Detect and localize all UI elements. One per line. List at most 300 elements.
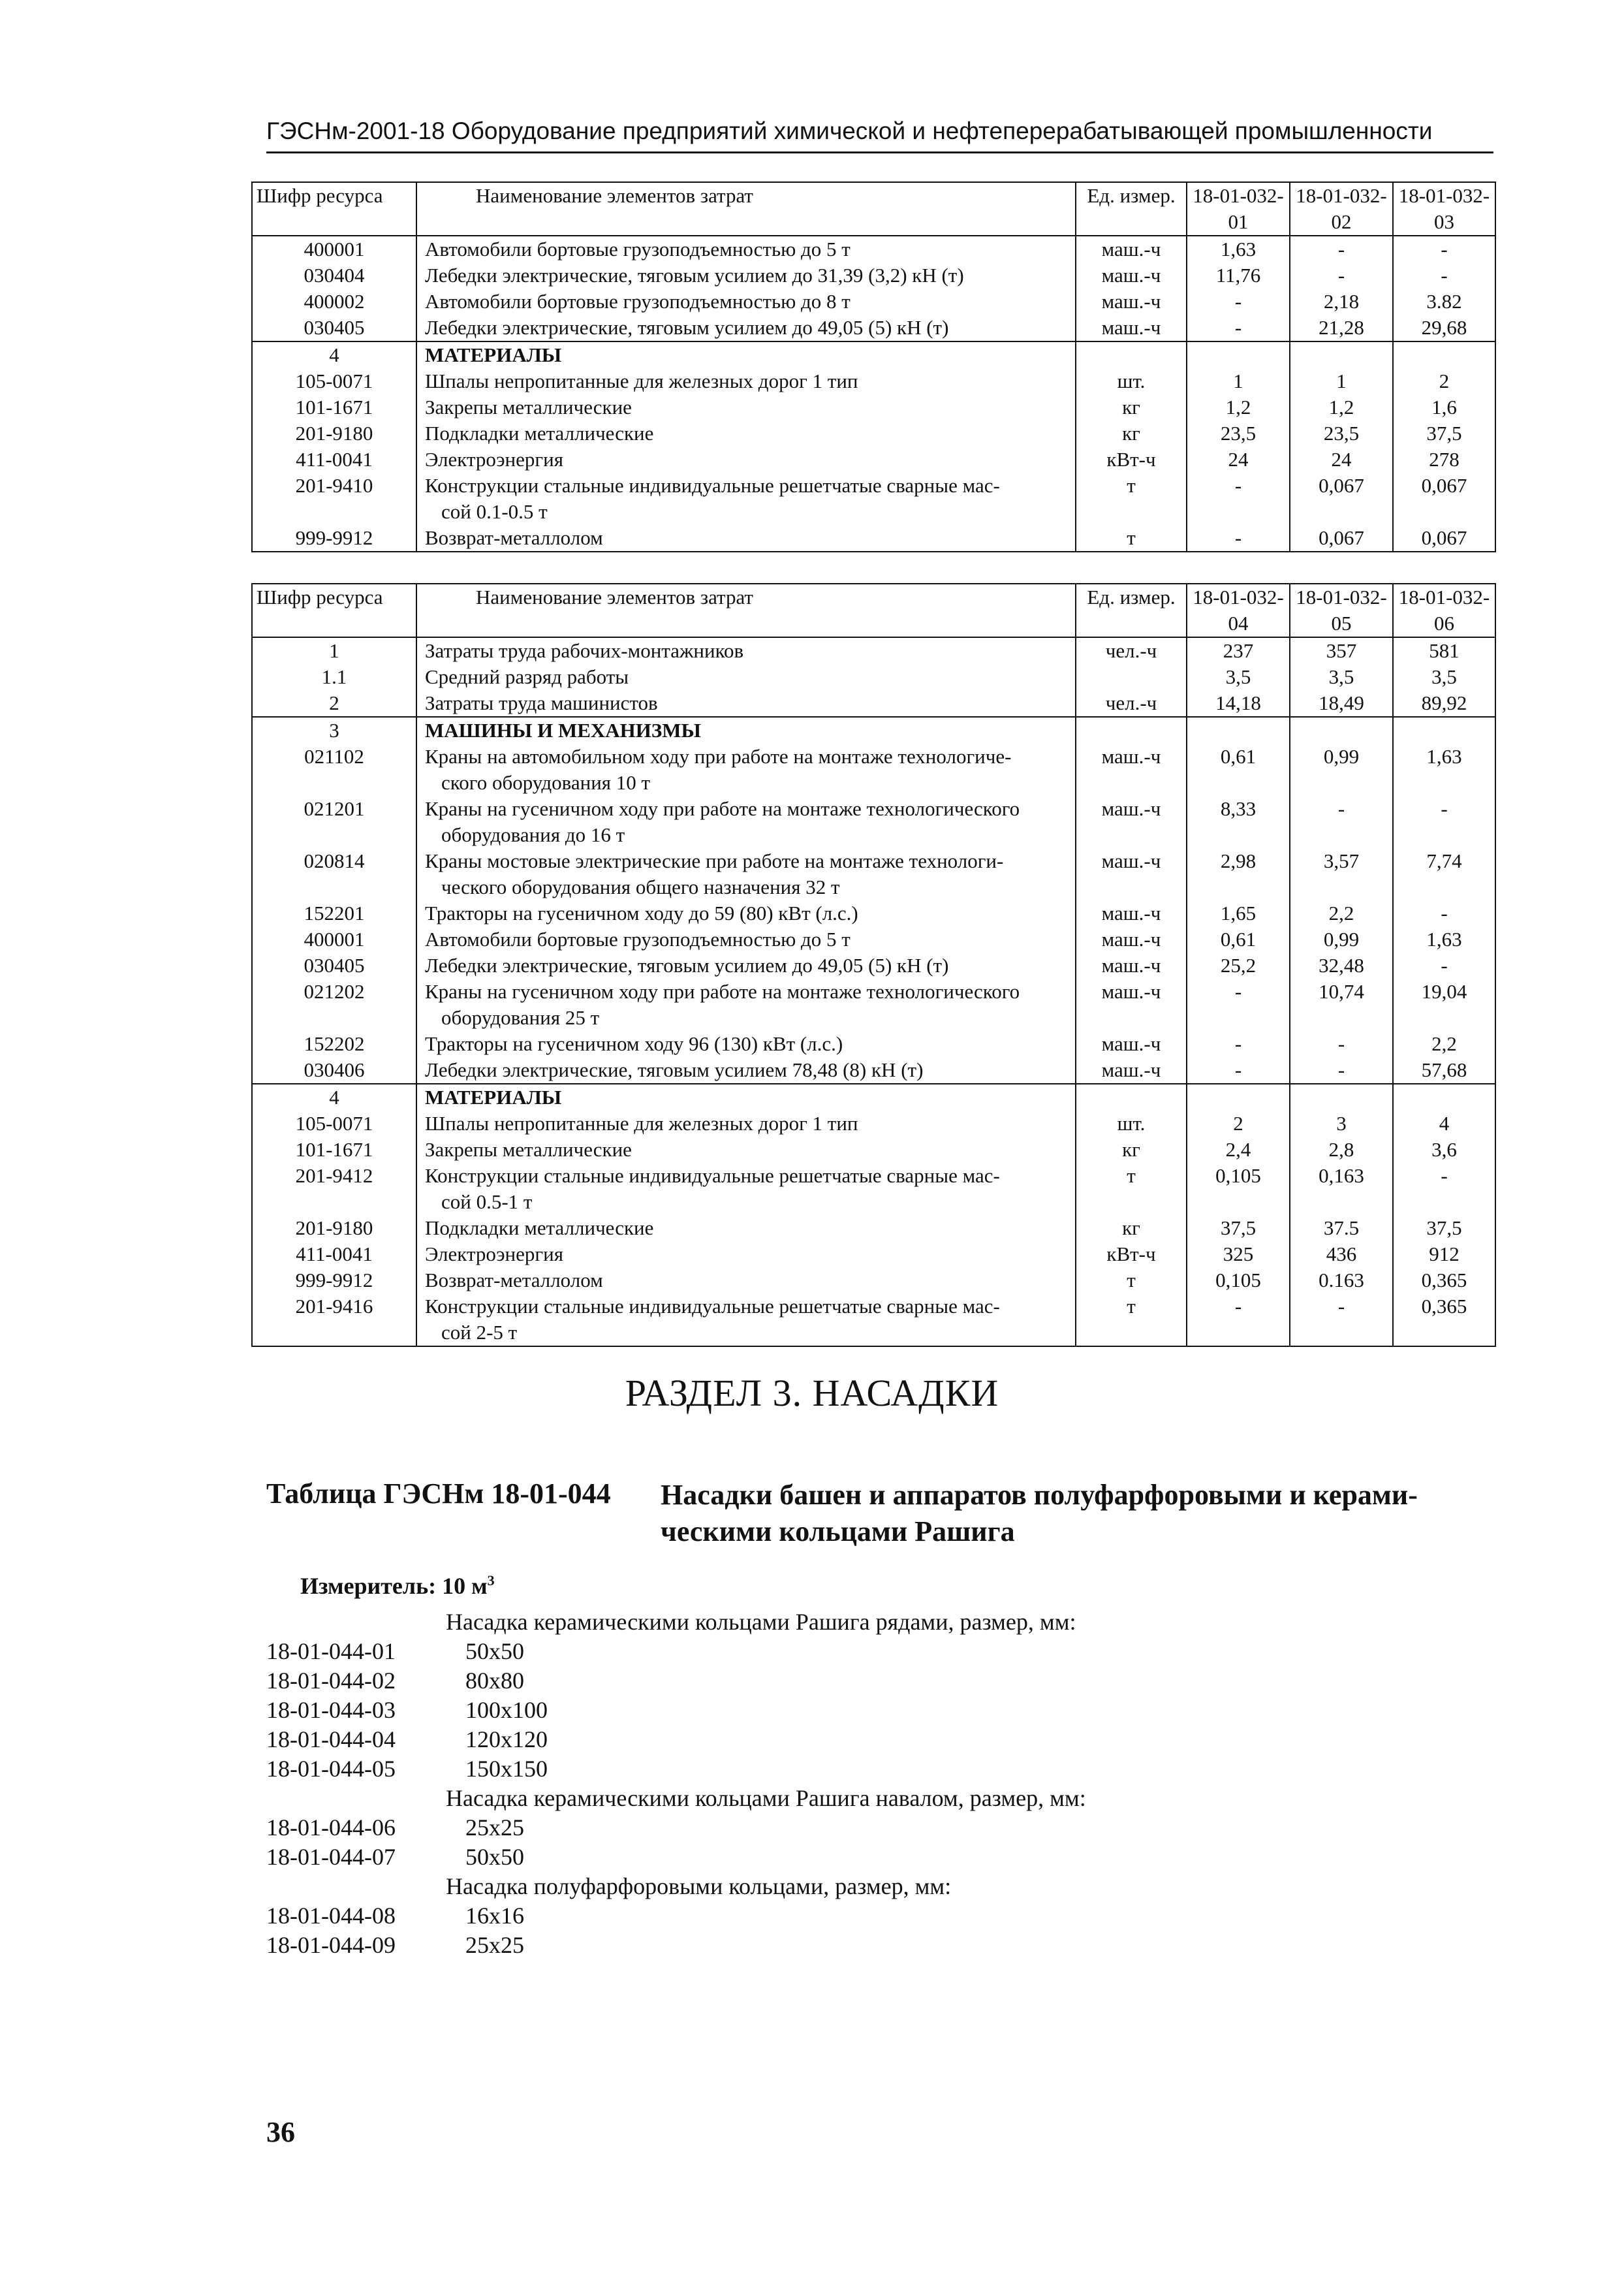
table-row — [252, 1241, 1495, 1267]
cell-value: - — [1290, 1293, 1393, 1346]
spec-item — [266, 1813, 1507, 1842]
cell-value: 1,2 — [1290, 394, 1393, 420]
cell-value — [1290, 717, 1393, 744]
col-header-v1: 18-01-032-04 — [1187, 584, 1290, 637]
cell-value: 1 — [1290, 368, 1393, 394]
cell-value: 2,18 — [1290, 289, 1393, 315]
cell-name-line: сой 2-5 т — [441, 1321, 518, 1344]
cell-name — [416, 1163, 1076, 1215]
cell-unit: шт. — [1076, 368, 1187, 394]
cell-code: 021102 — [252, 744, 416, 796]
cell-name — [416, 1111, 1076, 1137]
cell-value: 2 — [1187, 1111, 1290, 1137]
col-header-unit: Ед. измер. — [1076, 584, 1187, 637]
col-header-v3: 18-01-032-03 — [1393, 182, 1495, 236]
cell-code: 101-1671 — [252, 1137, 416, 1163]
cell-name-line: Тракторы на гусеничном ходу до 59 (80) кВт (л.с.) — [425, 902, 858, 925]
col-header-v1: 18-01-032-01 — [1187, 182, 1290, 236]
cell-unit: кг — [1076, 1137, 1187, 1163]
table-row — [252, 796, 1495, 848]
cell-name-line: Лебедки электрические, тяговым усилием до 49,05 (5) кН (т) — [425, 316, 949, 339]
cell-value: - — [1187, 1293, 1290, 1346]
cell-name-line: Затраты труда машинистов — [425, 691, 658, 714]
cell-value: - — [1290, 1057, 1393, 1084]
cell-name-line: Средний разряд работы — [425, 665, 629, 688]
spec-code: 18-01-044-03 — [266, 1697, 396, 1723]
cell-value — [1393, 341, 1495, 368]
cell-value: - — [1393, 236, 1495, 262]
cell-value: 1 — [1187, 368, 1290, 394]
group-row — [252, 717, 1495, 744]
cell-value: 0,067 — [1393, 525, 1495, 552]
cell-name-line: Конструкции стальные индивидуальные решетчатые сварные мас- — [425, 1164, 1000, 1187]
cell-unit: маш.-ч — [1076, 289, 1187, 315]
spec-size: 50х50 — [465, 1638, 524, 1664]
spec-item — [266, 1901, 1507, 1931]
table-row — [252, 1137, 1495, 1163]
cell-name-line: Краны мостовые электрические при работе на монтаже технологи- — [425, 849, 1004, 872]
cell-name — [416, 447, 1076, 473]
spec-code: 18-01-044-08 — [266, 1903, 396, 1929]
table-row — [252, 236, 1495, 262]
cell-value: 1,63 — [1187, 236, 1290, 262]
meter-label: Измеритель: 10 м — [300, 1573, 488, 1599]
cell-name-line: Подкладки металлические — [425, 1216, 654, 1239]
cell-value: 0.163 — [1290, 1267, 1393, 1293]
cell-value: 1,63 — [1393, 744, 1495, 796]
spec-size: 120х120 — [465, 1726, 548, 1752]
table-row — [252, 1057, 1495, 1084]
cell-name — [416, 690, 1076, 717]
cell-unit: маш.-ч — [1076, 926, 1187, 953]
table-title-line: ческими кольцами Рашига — [661, 1515, 1015, 1547]
cell-name-line: Краны на гусеничном ходу при работе на монтаже технологического — [425, 980, 1020, 1003]
cell-value: 2,2 — [1393, 1031, 1495, 1057]
cell-name-line: Подкладки металлические — [425, 422, 654, 445]
table-title — [661, 1477, 1503, 1550]
cell-unit: т — [1076, 1293, 1187, 1346]
cell-name — [416, 1084, 1076, 1111]
cell-name-line: Конструкции стальные индивидуальные решетчатые сварные мас- — [425, 474, 1000, 497]
cell-value: - — [1290, 236, 1393, 262]
cell-value: - — [1290, 796, 1393, 848]
cell-value: - — [1393, 262, 1495, 289]
cell-value: 3,5 — [1187, 664, 1290, 690]
table-row — [252, 420, 1495, 447]
cell-name-line: Тракторы на гусеничном ходу 96 (130) кВт (л.с.) — [425, 1032, 843, 1055]
cell-value — [1187, 1084, 1290, 1111]
table-title-line: Насадки башен и аппаратов полуфарфоровыми и керами- — [661, 1479, 1418, 1511]
spec-size: 150х150 — [465, 1756, 548, 1782]
cell-value: - — [1393, 953, 1495, 979]
group-row — [252, 341, 1495, 368]
table-header-row — [252, 182, 1495, 236]
cell-code: 105-0071 — [252, 368, 416, 394]
cell-unit: маш.-ч — [1076, 796, 1187, 848]
cell-code: 411-0041 — [252, 447, 416, 473]
cell-name — [416, 1293, 1076, 1346]
cell-code: 2 — [252, 690, 416, 717]
cell-unit: маш.-ч — [1076, 744, 1187, 796]
cell-unit: кВт-ч — [1076, 447, 1187, 473]
cell-unit — [1076, 717, 1187, 744]
cell-name — [416, 848, 1076, 900]
cell-unit: кг — [1076, 420, 1187, 447]
cell-name — [416, 664, 1076, 690]
cell-value: 37,5 — [1393, 1215, 1495, 1241]
cell-name — [416, 953, 1076, 979]
cell-value: 0,99 — [1290, 744, 1393, 796]
cell-unit: маш.-ч — [1076, 979, 1187, 1031]
spec-item — [266, 1637, 1507, 1666]
table-row — [252, 637, 1495, 664]
cell-name — [416, 1137, 1076, 1163]
cell-code: 152201 — [252, 900, 416, 926]
cell-name — [416, 1215, 1076, 1241]
table-row — [252, 1267, 1495, 1293]
cell-name-line: Автомобили бортовые грузоподъемностью до 8 т — [425, 290, 851, 313]
cell-name-line: ческого оборудования общего назначения 32 т — [441, 876, 840, 898]
cell-value: 89,92 — [1393, 690, 1495, 717]
cell-value: 912 — [1393, 1241, 1495, 1267]
spec-code: 18-01-044-06 — [266, 1814, 396, 1841]
cell-name — [416, 900, 1076, 926]
cell-name-line: МАШИНЫ И МЕХАНИЗМЫ — [425, 719, 701, 742]
cell-code: 3 — [252, 717, 416, 744]
cell-unit — [1076, 1084, 1187, 1111]
cell-name — [416, 236, 1076, 262]
table-row — [252, 1031, 1495, 1057]
cell-code: 020814 — [252, 848, 416, 900]
spec-size: 100х100 — [465, 1697, 548, 1723]
cell-name — [416, 744, 1076, 796]
cell-value: 0,163 — [1290, 1163, 1393, 1215]
cell-value: 29,68 — [1393, 315, 1495, 341]
cell-value: 7,74 — [1393, 848, 1495, 900]
cell-name — [416, 289, 1076, 315]
cell-value: 436 — [1290, 1241, 1393, 1267]
cell-code: 999-9912 — [252, 1267, 416, 1293]
cell-name-line: Лебедки электрические, тяговым усилием до 31,39 (3,2) кН (т) — [425, 264, 964, 287]
cell-value: 2 — [1393, 368, 1495, 394]
cell-value: 37,5 — [1393, 420, 1495, 447]
table-label: Таблица ГЭСНм 18-01-044 — [266, 1478, 611, 1510]
cell-unit — [1076, 664, 1187, 690]
resource-table-1 — [251, 182, 1496, 552]
page-number: 36 — [266, 2116, 295, 2148]
spec-size: 80х80 — [465, 1668, 524, 1694]
cell-name — [416, 525, 1076, 552]
cell-value: 1,65 — [1187, 900, 1290, 926]
spec-size: 25х25 — [465, 1932, 524, 1958]
cell-value: 24 — [1187, 447, 1290, 473]
cell-name-line: Закрепы металлические — [425, 396, 632, 419]
cell-value: - — [1393, 900, 1495, 926]
table-row — [252, 447, 1495, 473]
cell-unit: маш.-ч — [1076, 262, 1187, 289]
col-header-v2: 18-01-032-05 — [1290, 584, 1393, 637]
cell-value — [1393, 717, 1495, 744]
table-row — [252, 848, 1495, 900]
cell-value: 0,105 — [1187, 1267, 1290, 1293]
cell-code: 021201 — [252, 796, 416, 848]
table-row — [252, 1111, 1495, 1137]
spec-size: 50х50 — [465, 1844, 524, 1870]
col-header-v2: 18-01-032-02 — [1290, 182, 1393, 236]
cell-name-line: Возврат-металлолом — [425, 1269, 603, 1291]
cell-name-line: Электроэнергия — [425, 1242, 563, 1265]
cell-value — [1290, 1084, 1393, 1111]
cell-value: 237 — [1187, 637, 1290, 664]
cell-unit: маш.-ч — [1076, 1031, 1187, 1057]
spec-heading — [266, 1872, 1507, 1901]
cell-code: 101-1671 — [252, 394, 416, 420]
group-row — [252, 1084, 1495, 1111]
cell-value: 2,4 — [1187, 1137, 1290, 1163]
cell-name — [416, 1267, 1076, 1293]
cell-code: 999-9912 — [252, 525, 416, 552]
spec-item — [266, 1696, 1507, 1725]
cell-value: 1,6 — [1393, 394, 1495, 420]
cell-name — [416, 637, 1076, 664]
col-header-v3: 18-01-032-06 — [1393, 584, 1495, 637]
spec-code: 18-01-044-09 — [266, 1932, 396, 1958]
cell-value: 0,365 — [1393, 1267, 1495, 1293]
spec-item — [266, 1754, 1507, 1784]
cell-value: 3,57 — [1290, 848, 1393, 900]
cell-value: 2,8 — [1290, 1137, 1393, 1163]
cell-unit: маш.-ч — [1076, 1057, 1187, 1084]
cell-unit: чел.-ч — [1076, 637, 1187, 664]
table-row — [252, 1215, 1495, 1241]
cell-unit: маш.-ч — [1076, 900, 1187, 926]
cell-value: 1,2 — [1187, 394, 1290, 420]
spec-heading-text: Насадка керамическими кольцами Рашига навалом, размер, мм: — [446, 1785, 1086, 1811]
cell-name-line: Затраты труда рабочих-монтажников — [425, 639, 744, 662]
cell-value: 37.5 — [1290, 1215, 1393, 1241]
cell-name — [416, 315, 1076, 341]
cell-name-line: Шпалы непропитанные для железных дорог 1 тип — [425, 1112, 858, 1135]
resource-table-2 — [251, 583, 1496, 1347]
cell-value: - — [1187, 1057, 1290, 1084]
cell-name-line: Автомобили бортовые грузоподъемностью до 5 т — [425, 238, 851, 261]
table-row — [252, 744, 1495, 796]
col-header-unit: Ед. измер. — [1076, 182, 1187, 236]
cell-name — [416, 420, 1076, 447]
cell-unit: шт. — [1076, 1111, 1187, 1137]
cell-value: 325 — [1187, 1241, 1290, 1267]
cell-value: 0,067 — [1290, 525, 1393, 552]
cell-code: 105-0071 — [252, 1111, 416, 1137]
cell-code: 030404 — [252, 262, 416, 289]
cell-value: 25,2 — [1187, 953, 1290, 979]
col-header-code: Шифр ресурса — [252, 182, 416, 236]
cell-name — [416, 796, 1076, 848]
spec-heading-text: Насадка полуфарфоровыми кольцами, размер, мм: — [446, 1873, 952, 1899]
cell-unit: т — [1076, 473, 1187, 525]
cell-unit — [1076, 341, 1187, 368]
cell-name-line: Закрепы металлические — [425, 1138, 632, 1161]
section-title: РАЗДЕЛ 3. НАСАДКИ — [625, 1372, 999, 1414]
cell-code: 400001 — [252, 926, 416, 953]
meter-sup: 3 — [487, 1572, 495, 1589]
table-row — [252, 953, 1495, 979]
cell-unit: т — [1076, 1267, 1187, 1293]
cell-code: 030405 — [252, 953, 416, 979]
cell-name — [416, 1241, 1076, 1267]
table-row — [252, 664, 1495, 690]
cell-code: 152202 — [252, 1031, 416, 1057]
cell-value: 0,067 — [1393, 473, 1495, 525]
spec-heading — [266, 1784, 1507, 1813]
table-row — [252, 900, 1495, 926]
cell-value: 37,5 — [1187, 1215, 1290, 1241]
cell-value: 278 — [1393, 447, 1495, 473]
table-row — [252, 394, 1495, 420]
col-header-code: Шифр ресурса — [252, 584, 416, 637]
cell-value: 11,76 — [1187, 262, 1290, 289]
cell-code: 030405 — [252, 315, 416, 341]
cell-value: 57,68 — [1393, 1057, 1495, 1084]
cell-value: - — [1393, 796, 1495, 848]
table-row — [252, 926, 1495, 953]
cell-value: - — [1187, 979, 1290, 1031]
cell-value: 21,28 — [1290, 315, 1393, 341]
cell-value: 2,98 — [1187, 848, 1290, 900]
cell-unit: маш.-ч — [1076, 315, 1187, 341]
cell-value: 14,18 — [1187, 690, 1290, 717]
cell-value: 18,49 — [1290, 690, 1393, 717]
header-rule — [266, 151, 1493, 153]
spec-code: 18-01-044-02 — [266, 1668, 396, 1694]
spec-item — [266, 1931, 1507, 1960]
table-row — [252, 979, 1495, 1031]
cell-value — [1290, 341, 1393, 368]
cell-code: 400001 — [252, 236, 416, 262]
spec-item — [266, 1842, 1507, 1872]
cell-name-line: сой 0.1-0.5 т — [441, 500, 548, 523]
table-row — [252, 1293, 1495, 1346]
cell-code: 021202 — [252, 979, 416, 1031]
cell-name-line: Конструкции стальные индивидуальные решетчатые сварные мас- — [425, 1295, 1000, 1318]
cell-code: 1.1 — [252, 664, 416, 690]
cell-name — [416, 262, 1076, 289]
cell-value: 4 — [1393, 1111, 1495, 1137]
cell-value: 0,365 — [1393, 1293, 1495, 1346]
cell-value: - — [1290, 262, 1393, 289]
table-row — [252, 262, 1495, 289]
cell-value: 3 — [1290, 1111, 1393, 1137]
meter — [300, 1572, 495, 1600]
cell-value: - — [1187, 525, 1290, 552]
cell-value: 1,63 — [1393, 926, 1495, 953]
table-header-row — [252, 584, 1495, 637]
table-row — [252, 1163, 1495, 1215]
cell-value: - — [1393, 1163, 1495, 1215]
spec-size: 25х25 — [465, 1814, 524, 1841]
cell-name — [416, 926, 1076, 953]
cell-name-line: Возврат-металлолом — [425, 526, 603, 549]
cell-value: 3,6 — [1393, 1137, 1495, 1163]
cell-value: 24 — [1290, 447, 1393, 473]
cell-unit: кг — [1076, 394, 1187, 420]
cell-code: 4 — [252, 1084, 416, 1111]
cell-unit: т — [1076, 1163, 1187, 1215]
spec-code: 18-01-044-01 — [266, 1638, 396, 1664]
cell-value: - — [1187, 473, 1290, 525]
cell-code: 411-0041 — [252, 1241, 416, 1267]
cell-code: 201-9180 — [252, 1215, 416, 1241]
cell-value: 0,99 — [1290, 926, 1393, 953]
spec-heading-text: Насадка керамическими кольцами Рашига рядами, размер, мм: — [446, 1609, 1076, 1635]
cell-value: 3,5 — [1393, 664, 1495, 690]
cell-value: 0,105 — [1187, 1163, 1290, 1215]
cell-name-line: Лебедки электрические, тяговым усилием 78,48 (8) кН (т) — [425, 1058, 924, 1081]
cell-value: 8,33 — [1187, 796, 1290, 848]
cell-name-line: Краны на автомобильном ходу при работе на монтаже технологиче- — [425, 745, 1012, 768]
cell-name-line: сой 0.5-1 т — [441, 1190, 533, 1213]
cell-name-line: Автомобили бортовые грузоподъемностью до 5 т — [425, 928, 851, 951]
cell-unit: маш.-ч — [1076, 848, 1187, 900]
cell-value: 2,2 — [1290, 900, 1393, 926]
cell-name — [416, 979, 1076, 1031]
cell-name — [416, 473, 1076, 525]
cell-value: 357 — [1290, 637, 1393, 664]
cell-code: 201-9416 — [252, 1293, 416, 1346]
cell-name-line: МАТЕРИАЛЫ — [425, 343, 562, 366]
cell-name — [416, 368, 1076, 394]
cell-unit: кг — [1076, 1215, 1187, 1241]
col-header-name: Наименование элементов затрат — [416, 584, 1076, 637]
cell-value: - — [1187, 315, 1290, 341]
cell-value — [1187, 341, 1290, 368]
cell-name — [416, 717, 1076, 744]
table-row — [252, 525, 1495, 552]
cell-code: 201-9180 — [252, 420, 416, 447]
cell-name-line: Лебедки электрические, тяговым усилием до 49,05 (5) кН (т) — [425, 954, 949, 977]
table-row — [252, 289, 1495, 315]
spec-list — [266, 1607, 1507, 1960]
cell-unit: т — [1076, 525, 1187, 552]
cell-code: 201-9410 — [252, 473, 416, 525]
cell-value: 3,5 — [1290, 664, 1393, 690]
cell-value: 0,61 — [1187, 926, 1290, 953]
cell-value: - — [1290, 1031, 1393, 1057]
cell-code: 4 — [252, 341, 416, 368]
spec-code: 18-01-044-04 — [266, 1726, 396, 1752]
cell-value: 19,04 — [1393, 979, 1495, 1031]
spec-heading — [266, 1607, 1507, 1637]
cell-value: 32,48 — [1290, 953, 1393, 979]
cell-unit: маш.-ч — [1076, 236, 1187, 262]
cell-value: 0,61 — [1187, 744, 1290, 796]
cell-code: 201-9412 — [252, 1163, 416, 1215]
cell-value: 23,5 — [1290, 420, 1393, 447]
page-header: ГЭСНм-2001-18 Оборудование предприятий химической и нефтеперерабатывающей промышленности — [266, 118, 1433, 144]
spec-size: 16х16 — [465, 1903, 524, 1929]
spec-item — [266, 1666, 1507, 1696]
cell-name — [416, 341, 1076, 368]
cell-value: 581 — [1393, 637, 1495, 664]
cell-name-line: оборудования до 16 т — [441, 823, 625, 846]
cell-value: - — [1187, 1031, 1290, 1057]
spec-code: 18-01-044-07 — [266, 1844, 396, 1870]
cell-value — [1187, 717, 1290, 744]
cell-unit: кВт-ч — [1076, 1241, 1187, 1267]
cell-name — [416, 1057, 1076, 1084]
cell-value — [1393, 1084, 1495, 1111]
spec-code: 18-01-044-05 — [266, 1756, 396, 1782]
